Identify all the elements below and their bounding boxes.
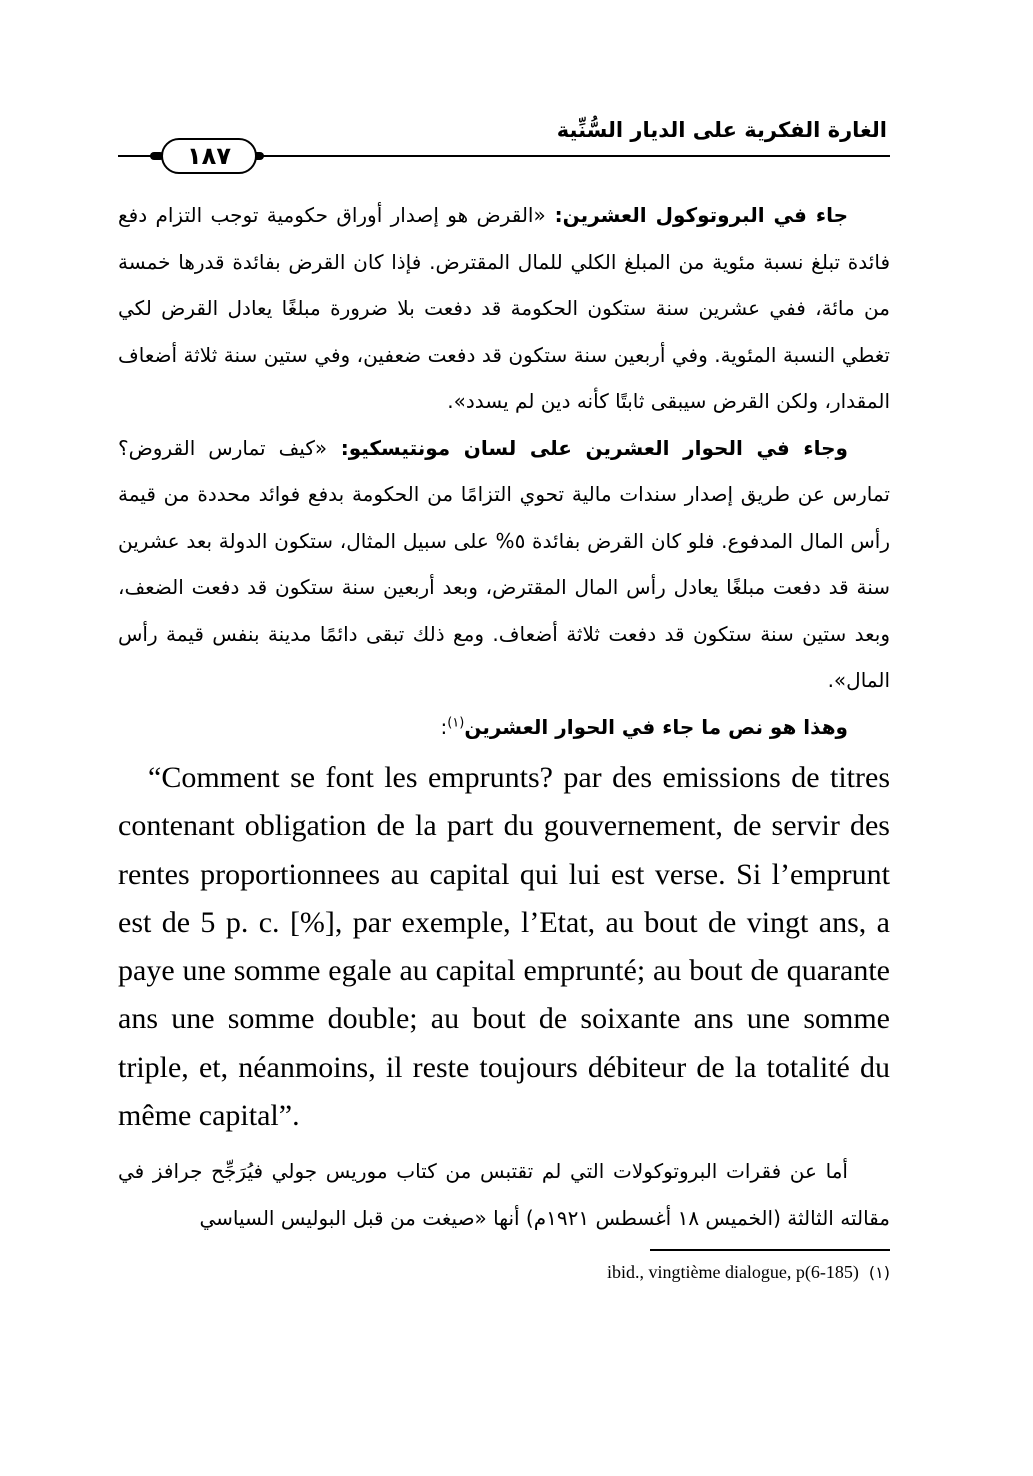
paragraph-closing: أما عن فقرات البروتوكولات التي لم تقتبس من كتاب موريس جولي فيُرَجِّح جرافز في مقالته الثالثة (الخميس ١٨ أغسطس ١٩٢١م) أنها «صيغت من قبل البوليس السياسي [118,1159,890,1230]
paragraph-protocol-twenty [118,192,890,425]
paragraph-colon: : [440,714,448,739]
footnote-rule [650,1249,890,1251]
paragraph-lead: جاء في البروتوكول العشرين: [545,203,848,227]
page-number: ١٨٧ [161,138,257,174]
footnote-text: ibid., vingtième dialogue, p(6-185) [606,1262,859,1282]
paragraph-dialogue-twenty [118,425,890,704]
french-quotation: “Comment se font les emprunts? par des emissions de titres contenant obligation de la part du gouvernement, de servir des rentes proportionnees au capital qui lui est verse. Si l’emprunt est de 5 p. c. [%], par exemple, l’Etat, au bout de vingt ans, a paye une somme egale au capital emprunté; au bout de quarante ans une somme double; au bout de soixante ans une somme triple, et, néanmoins, il reste toujours débiteur de la totalité du même capital”. [118,761,890,1133]
paragraph-original-text-intro [118,704,890,751]
footnote [607,1262,890,1283]
running-title: الغارة الفكرية على الديار السُّنِّية [556,118,887,142]
paragraph-lead: وجاء في الحوار العشرين على لسان مونتيسكيو: [327,435,848,460]
paragraph-lead: وهذا هو نص ما جاء في الحوار العشرين [464,714,848,739]
body-text [118,192,890,1241]
footnote-reference[interactable]: (١) [447,714,465,730]
paragraph-quote: «القرض هو إصدار أوراق حكومية توجب التزام دفع فائدة تبلغ نسبة مئوية من المبلغ الكلي للمال المقترض. فإذا كان القرض بفائدة قدرها خمسة من مائة، ففي عشرين سنة ستكون الحكومة قد دفعت بلا ضرورة مبلغًا يعادل القرض لكي تغطي النسبة المئوية. وفي أربعين سنة ستكون قد دفعت ضعفين، وفي ستين سنة ثلاثة أضعاف المقدار، ولكن القرض سيبقى ثابتًا كأنه دين لم يسدد». [118,203,890,413]
footnote-number: (١) [868,1263,890,1282]
paragraph-quote: «كيف تمارس القروض؟ تمارس عن طريق إصدار سندات مالية تحوي التزامًا من الحكومة بدفع فوائد محددة من قيمة رأس المال المدفوع. فلو كان القرض بفائدة ٥% على سبيل المثال، ستكون الدولة بعد عشرين سنة قد دفعت مبلغًا يعادل رأس المال المقترض، وبعد أربعين سنة ستكون قد دفعت الضعف، وبعد ستين سنة ستكون قد دفعت ثلاثة أضعاف. ومع ذلك تبقى دائمًا مدينة بنفس قيمة رأس المال». [118,435,891,692]
